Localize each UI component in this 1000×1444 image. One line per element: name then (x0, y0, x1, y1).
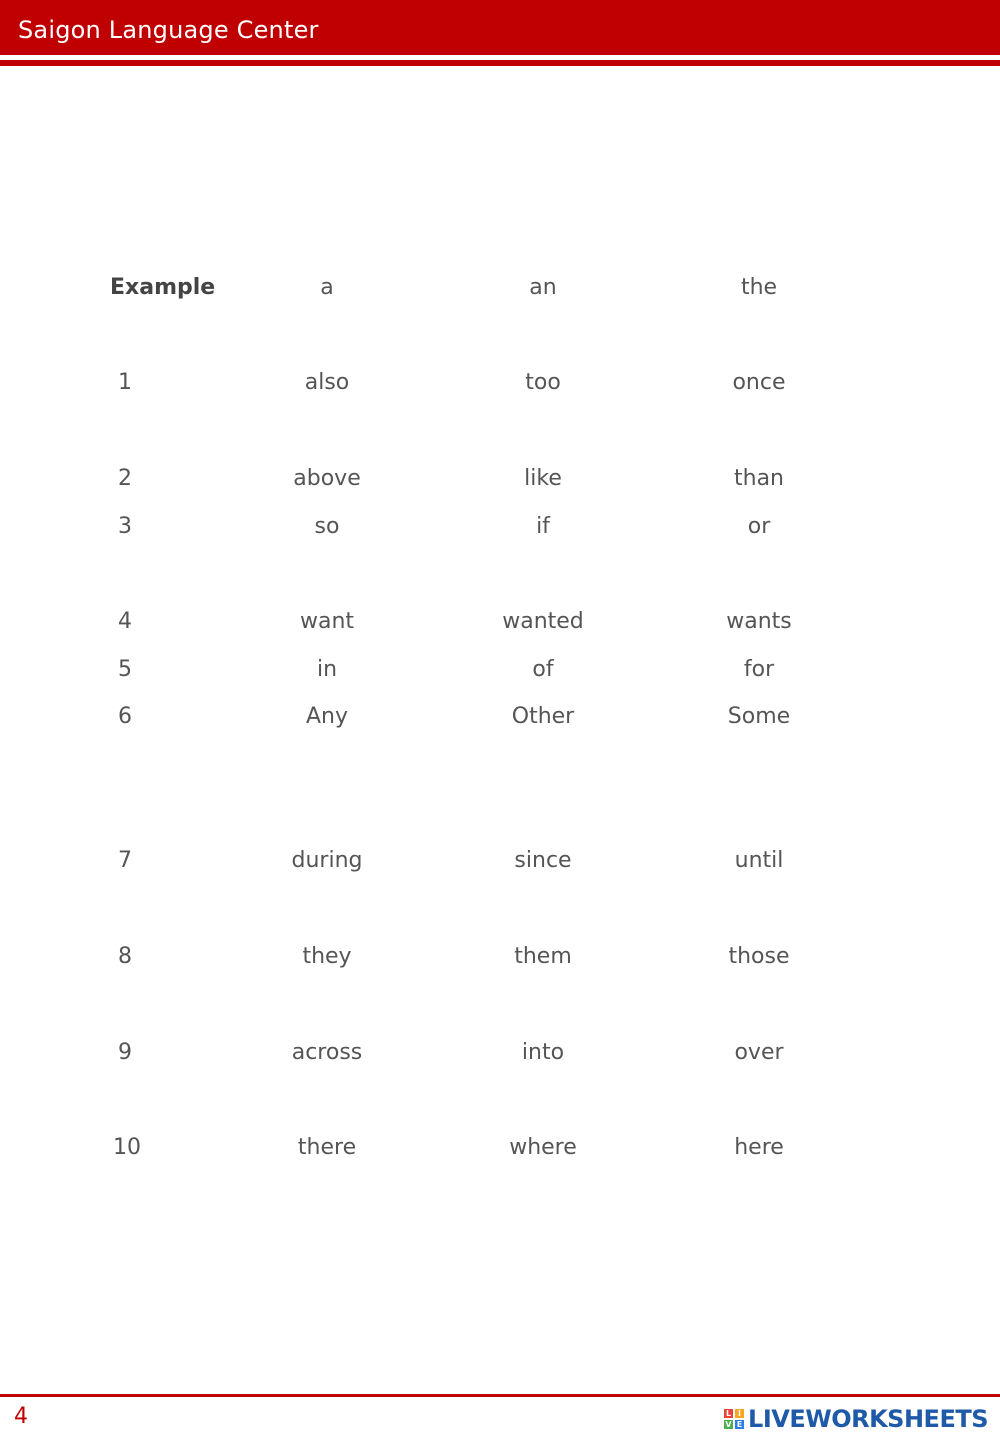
option-a: Any (305, 704, 349, 729)
example-label: Example (110, 275, 216, 300)
option-c: over (734, 1040, 784, 1065)
option-b: too (525, 370, 561, 395)
logo-wordmark: LIVEWORKSHEETS (748, 1405, 988, 1433)
question-row (0, 466, 1000, 506)
option-a: across (291, 1040, 363, 1065)
option-b: since (514, 848, 572, 873)
option-a: they (302, 944, 352, 969)
option-c: those (728, 944, 790, 969)
question-row (0, 657, 1000, 697)
header-divider (0, 60, 1000, 66)
option-a: want (299, 609, 355, 634)
option-a: above (293, 466, 361, 491)
question-row (0, 370, 1000, 410)
question-number: 9 (118, 1040, 132, 1065)
option-c: wants (726, 609, 792, 634)
option-b: into (521, 1040, 565, 1065)
option-a: also (304, 370, 350, 395)
option-c: for (743, 657, 775, 682)
option-c: here (734, 1135, 784, 1160)
option-a: there (297, 1135, 357, 1160)
question-number: 6 (118, 704, 132, 729)
option-b: like (524, 466, 562, 491)
question-number: 8 (118, 944, 132, 969)
question-number: 10 (113, 1135, 141, 1160)
question-row (0, 1135, 1000, 1175)
option-c: or (747, 514, 771, 539)
option-b: them (514, 944, 572, 969)
logo-tile: L (725, 1409, 732, 1418)
option-a: during (291, 848, 363, 873)
option-b: if (536, 514, 550, 539)
logo-tile: I (735, 1409, 744, 1418)
footer-divider (0, 1394, 1000, 1397)
question-row (0, 704, 1000, 744)
option-b: an (529, 275, 557, 300)
school-name: Saigon Language Center (18, 16, 319, 44)
option-a: a (320, 275, 334, 300)
logo-tile: E (736, 1420, 743, 1429)
question-number: 7 (118, 848, 132, 873)
question-row (0, 514, 1000, 554)
option-a: in (316, 657, 338, 682)
question-number: 1 (118, 370, 132, 395)
option-b: where (509, 1135, 577, 1160)
question-number: 5 (118, 657, 132, 682)
question-number: 4 (118, 609, 132, 634)
option-c: than (734, 466, 784, 491)
option-b: Other (511, 704, 575, 729)
option-b: wanted (502, 609, 584, 634)
question-number: 3 (118, 514, 132, 539)
logo-tile: V (725, 1420, 732, 1429)
question-row (0, 944, 1000, 984)
page-number: 4 (14, 1404, 28, 1429)
liveworksheets-logo-icon (724, 1409, 744, 1429)
question-row (0, 1040, 1000, 1080)
option-c: once (732, 370, 786, 395)
liveworksheets-logo (724, 1404, 988, 1434)
option-b: of (532, 657, 554, 682)
question-row (0, 609, 1000, 649)
question-row (0, 848, 1000, 888)
option-c: until (734, 848, 784, 873)
option-c: the (740, 275, 778, 300)
example-row (0, 275, 1000, 315)
header-bar (0, 0, 1000, 55)
option-a: so (314, 514, 340, 539)
option-c: Some (727, 704, 791, 729)
question-number: 2 (118, 466, 132, 491)
